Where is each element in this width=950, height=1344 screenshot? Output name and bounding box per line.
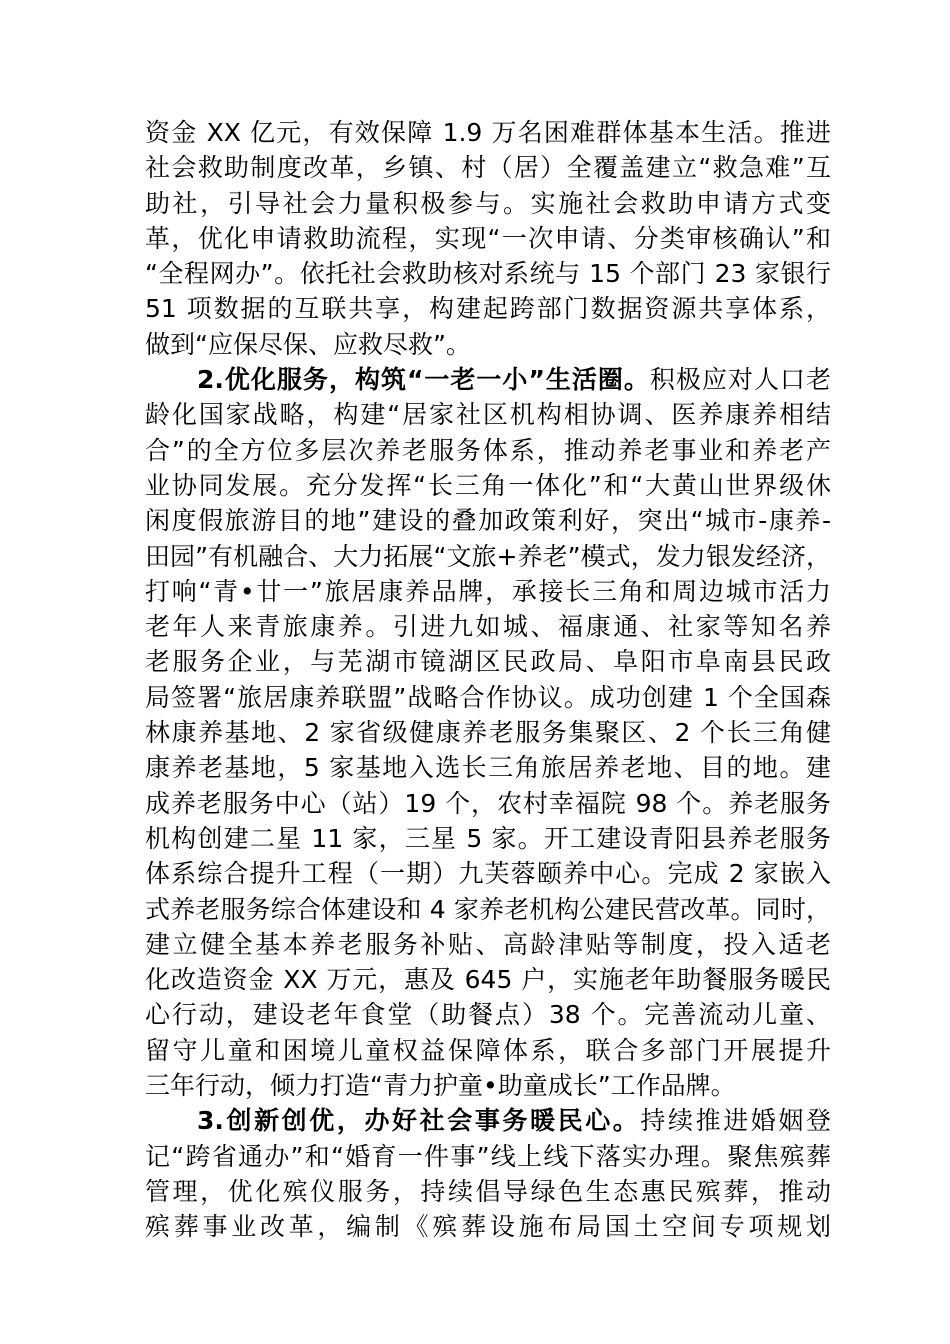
text-line bbox=[145, 1139, 831, 1174]
body-text: 式养老服务综合体建设和 4 家养老机构公建民营改革。同时， bbox=[145, 894, 831, 924]
body-text: 化改造资金 XX 万元，惠及 645 户，实施老年助餐服务暖民 bbox=[145, 965, 831, 995]
body-text: 心行动，建设老年食堂（助餐点）38 个。完善流动儿童、 bbox=[145, 1000, 831, 1030]
body-text: 闲度假旅游目的地”建设的叠加政策利好，突出“城市-康养- bbox=[145, 506, 831, 536]
text-line bbox=[145, 750, 831, 785]
text-line bbox=[145, 327, 831, 362]
body-text: 建立健全基本养老服务补贴、高龄津贴等制度，投入适老 bbox=[145, 929, 831, 959]
text-line bbox=[145, 150, 831, 185]
text-line bbox=[145, 433, 831, 468]
body-text: 局签署“旅居康养联盟”战略合作协议。成功创建 1 个全国森 bbox=[145, 682, 831, 712]
body-text: 成养老服务中心（站）19 个，农村幸福院 98 个。养老服务 bbox=[145, 788, 831, 818]
section-heading: 2.优化服务，构筑“一老一小”生活圈。 bbox=[197, 365, 650, 395]
text-line bbox=[145, 291, 831, 326]
paragraph bbox=[145, 1103, 831, 1244]
text-line bbox=[145, 1209, 831, 1244]
text-line bbox=[145, 539, 831, 574]
text-line bbox=[145, 1033, 831, 1068]
text-line bbox=[145, 680, 831, 715]
body-text: 殡葬事业改革，编制《殡葬设施布局国土空间专项规划 bbox=[145, 1212, 831, 1242]
body-text: 龄化国家战略，构建“居家社区机构相协调、医养康养相结 bbox=[145, 400, 831, 430]
text-line bbox=[145, 609, 831, 644]
text-line bbox=[145, 786, 831, 821]
text-line bbox=[145, 644, 831, 679]
body-text: 老服务企业，与芜湖市镜湖区民政局、阜阳市阜南县民政 bbox=[145, 647, 831, 677]
section-heading: 3.创新创优，办好社会事务暖民心。 bbox=[197, 1106, 641, 1136]
body-text: 田园”有机融合、大力拓展“文旅+养老”模式，发力银发经济， bbox=[145, 541, 831, 571]
body-text: “全程网办”。依托社会救助核对系统与 15 个部门 23 家银行 bbox=[145, 259, 831, 289]
text-line bbox=[145, 186, 831, 221]
text-line bbox=[145, 821, 831, 856]
paragraph bbox=[145, 115, 831, 362]
body-text: 康养老基地，5 家基地入选长三角旅居养老地、目的地。建 bbox=[145, 753, 831, 783]
body-text: 积极应对人口老 bbox=[649, 365, 831, 395]
body-text: 记“跨省通办”和“婚育一件事”线上线下落实办理。聚焦殡葬 bbox=[145, 1141, 831, 1171]
body-text: 留守儿童和困境儿童权益保障体系，联合多部门开展提升 bbox=[145, 1035, 831, 1065]
text-line bbox=[145, 468, 831, 503]
body-text: 机构创建二星 11 家，三星 5 家。开工建设青阳县养老服务 bbox=[145, 823, 831, 853]
text-line bbox=[145, 362, 831, 397]
text-line bbox=[145, 715, 831, 750]
body-text: 革，优化申请救助流程，实现“一次申请、分类审核确认”和 bbox=[145, 223, 831, 253]
paragraph bbox=[145, 362, 831, 1103]
body-text: 老年人来青旅康养。引进九如城、福康通、社家等知名养 bbox=[145, 612, 831, 642]
text-line bbox=[145, 997, 831, 1032]
text-line bbox=[145, 1068, 831, 1103]
text-line bbox=[145, 221, 831, 256]
body-text: 合”的全方位多层次养老服务体系，推动养老事业和养老产 bbox=[145, 435, 831, 465]
body-text: 业协同发展。充分发挥“长三角一体化”和“大黄山世界级休 bbox=[145, 470, 831, 500]
text-line bbox=[145, 892, 831, 927]
text-line bbox=[145, 1103, 831, 1138]
body-text: 助社，引导社会力量积极参与。实施社会救助申请方式变 bbox=[145, 188, 831, 218]
text-line bbox=[145, 1174, 831, 1209]
text-line bbox=[145, 856, 831, 891]
body-text: 管理，优化殡仪服务，持续倡导绿色生态惠民殡葬，推动 bbox=[145, 1176, 831, 1206]
body-text: 51 项数据的互联共享，构建起跨部门数据资源共享体系， bbox=[145, 294, 831, 324]
text-line bbox=[145, 927, 831, 962]
body-text: 社会救助制度改革，乡镇、村（居）全覆盖建立“救急难”互 bbox=[145, 153, 831, 183]
text-line bbox=[145, 574, 831, 609]
body-text: 体系综合提升工程（一期）九芙蓉颐养中心。完成 2 家嵌入 bbox=[145, 859, 831, 889]
text-line bbox=[145, 503, 831, 538]
body-text: 资金 XX 亿元，有效保障 1.9 万名困难群体基本生活。推进 bbox=[145, 118, 831, 147]
document-body bbox=[145, 115, 831, 1245]
text-line bbox=[145, 256, 831, 291]
body-text: 持续推进婚姻登 bbox=[640, 1106, 831, 1136]
body-text: 打响“青•廿一”旅居康养品牌，承接长三角和周边城市活力 bbox=[145, 576, 831, 606]
body-text: 做到“应保尽保、应救尽救”。 bbox=[145, 329, 471, 359]
text-line bbox=[145, 397, 831, 432]
body-text: 三年行动，倾力打造“青力护童•助童成长”工作品牌。 bbox=[145, 1071, 736, 1101]
text-line bbox=[145, 115, 831, 150]
body-text: 林康养基地、2 家省级健康养老服务集聚区、2 个长三角健 bbox=[145, 718, 831, 748]
text-line bbox=[145, 962, 831, 997]
